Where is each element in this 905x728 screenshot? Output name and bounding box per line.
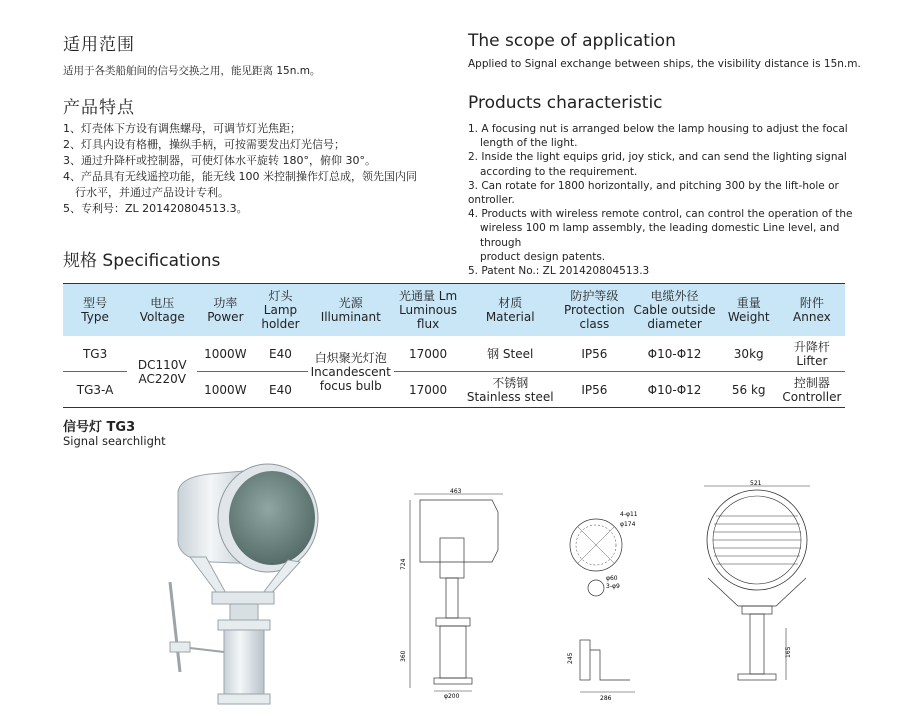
table-row: [63, 336, 845, 372]
th-cable: 电缆外径 Cable outside diameter: [630, 284, 718, 337]
table-header-row: [63, 284, 845, 337]
list-item: product design patents.: [480, 250, 606, 263]
dim-flange-holes2: 3-φ9: [606, 583, 620, 590]
cell-protection: IP56: [558, 372, 630, 408]
th-material: 材质 Material: [462, 284, 558, 337]
list-item: 5、专利号：ZL 201420804513.3。: [63, 202, 248, 215]
cell-material: 钢 Steel: [462, 336, 558, 372]
cell-voltage: DC110V AC220V: [127, 336, 197, 408]
dim-front-base: 165: [785, 646, 792, 658]
spec-title: 规格 Specifications: [63, 251, 221, 271]
searchlight-photo: [150, 462, 340, 712]
dim-bracket-width: 286: [600, 695, 612, 702]
flange-detail-drawing: [560, 500, 650, 705]
side-view-drawing: [400, 488, 520, 703]
th-weight: 重量 Weight: [719, 284, 779, 337]
cell-power: 1000W: [197, 336, 253, 372]
scope-title-en: The scope of application: [468, 31, 676, 51]
front-view-drawing: [690, 478, 825, 706]
list-item: 4. Products with wireless remote control, can control the operation of the: [468, 208, 853, 221]
th-annex: 附件 Annex: [779, 284, 845, 337]
features-list-en: [468, 122, 858, 278]
dim-base-diameter: φ200: [444, 693, 460, 700]
dim-side-width: 463: [450, 488, 462, 495]
product-caption-cn: 信号灯 TG3: [63, 420, 136, 435]
th-holder: 灯头 Lamp holder: [253, 284, 307, 337]
dim-flange-inner: φ60: [606, 575, 618, 582]
cell-material: 不锈钢 Stainless steel: [462, 372, 558, 408]
cell-protection: IP56: [558, 336, 630, 372]
cell-power: 1000W: [197, 372, 253, 408]
dim-flange-holes: 4-φ11: [620, 511, 638, 518]
cell-illuminant: 白炽聚光灯泡 Incandescent focus bulb: [308, 336, 394, 408]
list-item: 5. Patent No.: ZL 201420804513.3: [468, 265, 650, 278]
features-title-en: Products characteristic: [468, 93, 663, 113]
list-item: 行水平，并通过产品设计专利。: [75, 186, 229, 199]
scope-text-cn: 适用于各类船舶间的信号交换之用，能见距离 15n.m。: [63, 65, 321, 77]
scope-text-en: Applied to Signal exchange between ships, the visibility distance is 15n.m.: [468, 58, 861, 70]
list-item: wireless 100 m lamp assembly, the leading domestic Line level, and through: [480, 222, 840, 249]
cell-flux: 17000: [394, 372, 462, 408]
dim-side-base: 360: [400, 650, 407, 662]
cell-flux: 17000: [394, 336, 462, 372]
th-illuminant: 光源 Illuminant: [308, 284, 394, 337]
th-voltage: 电压 Voltage: [127, 284, 197, 337]
list-item: 3. Can rotate for 1800 horizontally, and pitching 300 by the lift-hole or ontroller.: [468, 179, 839, 207]
cell-holder: E40: [253, 336, 307, 372]
dim-front-width: 521: [750, 480, 762, 487]
features-list-cn: [63, 121, 453, 217]
dim-flange-pcd: φ174: [620, 521, 636, 528]
cell-weight: 30kg: [719, 336, 779, 372]
list-item: according to the requirement.: [480, 165, 638, 178]
cell-annex: 控制器 Controller: [779, 372, 845, 408]
cell-type: TG3-A: [63, 372, 127, 408]
spec-table: [63, 283, 845, 408]
cell-cable: Φ10-Φ12: [630, 372, 718, 408]
th-type: 型号 Type: [63, 284, 127, 337]
cell-holder: E40: [253, 372, 307, 408]
product-caption-en: Signal searchlight: [63, 434, 166, 448]
scope-title-cn: 适用范围: [63, 35, 135, 55]
cell-annex: 升降杆 Lifter: [779, 336, 845, 372]
dim-bracket-height: 245: [567, 652, 574, 664]
list-item: 2、灯具内设有格栅，操纵手柄，可按需要发出灯光信号；: [63, 138, 345, 151]
cell-type: TG3: [63, 336, 127, 372]
list-item: 2. Inside the light equips grid, joy stick, and can send the lighting signal: [468, 151, 847, 164]
list-item: 1. A focusing nut is arranged below the lamp housing to adjust the focal: [468, 123, 848, 135]
th-power: 功率 Power: [197, 284, 253, 337]
list-item: 4、产品具有无线遥控功能，能无线 100 米控制操作灯总成，领先国内同: [63, 170, 417, 183]
features-title-cn: 产品特点: [63, 98, 135, 118]
cell-cable: Φ10-Φ12: [630, 336, 718, 372]
dim-side-height: 724: [400, 558, 407, 570]
th-flux: 光通量 Lm Luminous flux: [394, 284, 462, 337]
list-item: length of the light.: [480, 137, 578, 150]
th-protection: 防护等级 Protection class: [558, 284, 630, 337]
list-item: 1、灯壳体下方设有调焦螺母，可调节灯光焦距；: [63, 122, 301, 135]
list-item: 3、通过升降杆或控制器，可使灯体水平旋转 180°，俯仰 30°。: [63, 154, 376, 167]
cell-weight: 56 kg: [719, 372, 779, 408]
